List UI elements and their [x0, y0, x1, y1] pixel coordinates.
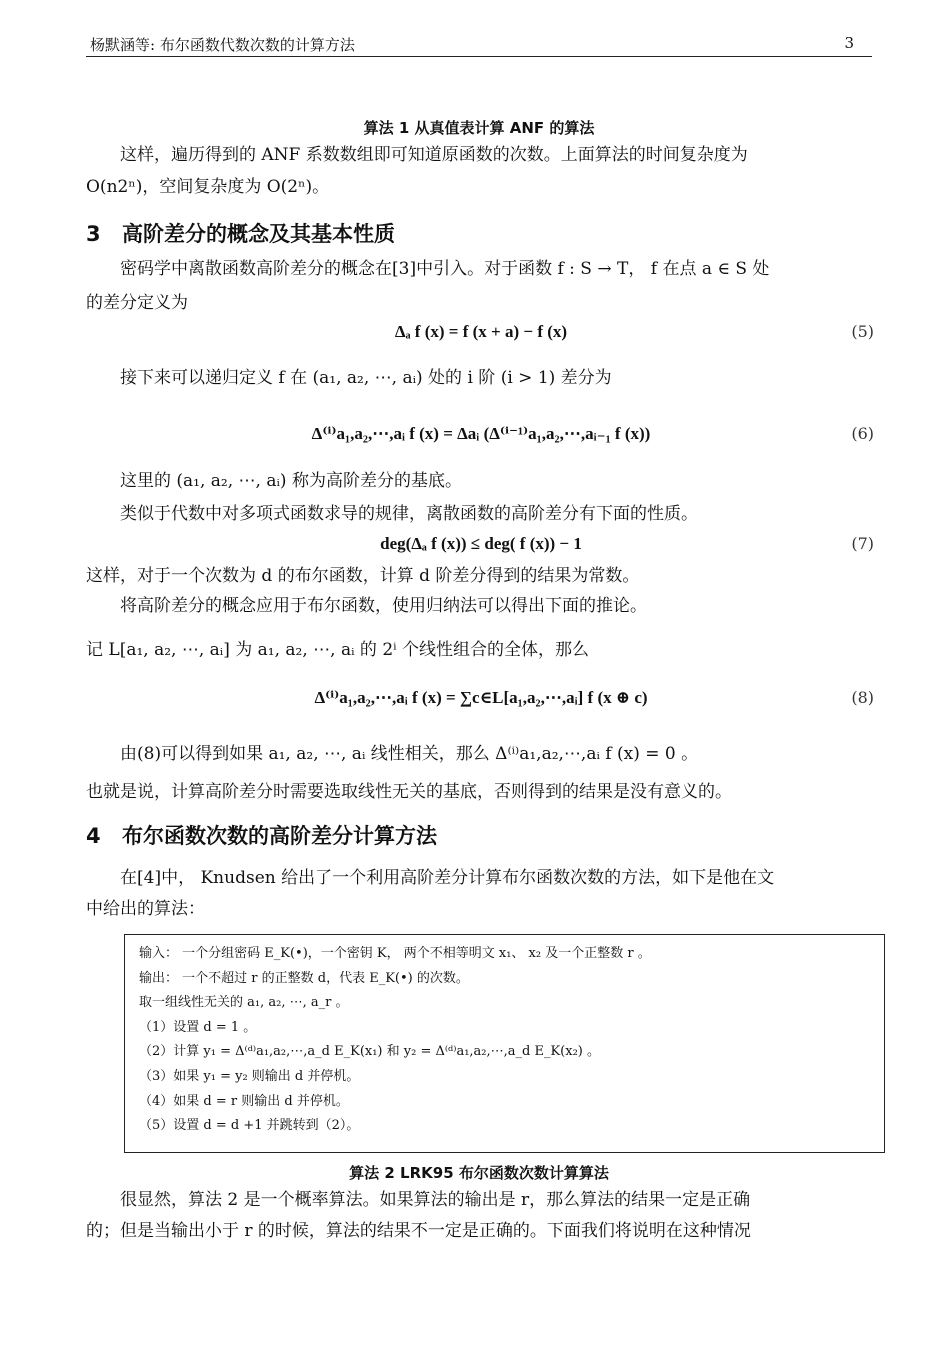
paragraph-induction: 将高阶差分的概念应用于布尔函数，使用归纳法可以得出下面的推论。 [120, 596, 647, 616]
equation-6-tag: (6) [851, 424, 874, 443]
algorithm2-line: （3）如果 y₁ = y₂ 则输出 d 并停机。 [139, 1068, 360, 1084]
algorithm2-line: （5）设置 d = d +1 并跳转到（2）。 [139, 1118, 360, 1134]
paragraph-basis: 这里的 (a₁, a₂, ⋯, aᵢ) 称为高阶差分的基底。 [120, 471, 462, 491]
paragraph-independent-basis: 也就是说，计算高阶差分时需要选取线性无关的基底，否则得到的结果是没有意义的。 [86, 782, 732, 802]
section-3-number: 3 [86, 222, 101, 246]
equation-5-tag: (5) [851, 322, 874, 341]
paragraph-knudsen-line2: 中给出的算法： [86, 899, 205, 919]
paragraph-difference-line2: 的差分定义为 [86, 293, 188, 313]
page-number: 3 [844, 34, 854, 52]
paragraph-recursive: 接下来可以递归定义 f 在 (a₁, a₂, ⋯, aᵢ) 处的 i 阶 (i > 1) 差分为 [120, 368, 612, 388]
section-4-title: 布尔函数次数的高阶差分计算方法 [122, 824, 437, 848]
equation-5-body: Δₐ f (x) = f (x + a) − f (x) [394, 322, 568, 341]
algorithm2-line: 输入： 一个分组密码 E_K(•)，一个密钥 K， 两个不相等明文 x₁、 x₂ 及一个正整数 r 。 [139, 946, 651, 961]
paragraph-knudsen-line1: 在[4]中， Knudsen 给出了一个利用高阶差分计算布尔函数次数的方法，如下是他在文 [120, 868, 775, 888]
section-3-title: 高阶差分的概念及其基本性质 [122, 222, 395, 246]
header-title: 杨默涵等: 布尔函数代数次数的计算方法 [90, 36, 355, 54]
paragraph-difference-line1: 密码学中离散函数高阶差分的概念在[3]中引入。对于函数 f : S → T， f 在点 a ∈ S 处 [120, 259, 770, 279]
algorithm2-caption: 算法 2 LRK95 布尔函数次数计算算法 [349, 1164, 609, 1182]
algorithm2-box [124, 934, 885, 1153]
equation-8-tag: (8) [851, 688, 874, 707]
algorithm2-line: （2）计算 y₁ = Δ⁽ᵈ⁾a₁,a₂,⋯,a_d E_K(x₁) 和 y₂ = Δ⁽ᵈ⁾a₁,a₂,⋯,a_d E_K(x₂) 。 [139, 1044, 600, 1060]
paragraph-linear-dependence: 由(8)可以得到如果 a₁, a₂, ⋯, aᵢ 线性相关，那么 Δ⁽ⁱ⁾a₁,a₂,⋯,aᵢ f (x) = 0 。 [120, 744, 699, 764]
equation-7-tag: (7) [851, 534, 874, 553]
paragraph-property: 类似于代数中对多项式函数求导的规律，离散函数的高阶差分有下面的性质。 [120, 504, 698, 524]
section-3-heading [86, 218, 395, 248]
algorithm2-line: 输出： 一个不超过 r 的正整数 d，代表 E_K(•) 的次数。 [139, 970, 469, 986]
algorithm2-line: （1）设置 d = 1 。 [139, 1019, 257, 1035]
running-header [86, 30, 872, 57]
paragraph-constant: 这样，对于一个次数为 d 的布尔函数，计算 d 阶差分得到的结果为常数。 [86, 566, 640, 586]
paragraph-linear-combinations: 记 L[a₁, a₂, ⋯, aᵢ] 为 a₁, a₂, ⋯, aᵢ 的 2ⁱ 个线性组合的全体，那么 [86, 640, 589, 660]
equation-7-body: deg(Δₐ f (x)) ≤ deg( f (x)) − 1 [380, 534, 582, 553]
algorithm1-caption: 算法 1 从真值表计算 ANF 的算法 [363, 119, 595, 137]
algorithm2-line: （4）如果 d = r 则输出 d 并停机。 [139, 1093, 349, 1109]
equation-6-body: Δ⁽ⁱ⁾a₁,a₂,⋯,aᵢ f (x) = Δaᵢ (Δ⁽ⁱ⁻¹⁾a₁,a₂,⋯,aᵢ₋₁ f (x)) [311, 424, 651, 443]
paragraph-complexity-line2: O(n2ⁿ)，空间复杂度为 O(2ⁿ)。 [86, 177, 330, 197]
paragraph-probabilistic-line2: 的；但是当输出小于 r 的时候，算法的结果不一定是正确的。下面我们将说明在这种情况 [86, 1221, 751, 1241]
section-4-heading [86, 820, 437, 850]
algorithm2-line: 取一组线性无关的 a₁, a₂, ⋯, a_r 。 [139, 995, 349, 1011]
paragraph-probabilistic-line1: 很显然，算法 2 是一个概率算法。如果算法的输出是 r，那么算法的结果一定是正确 [120, 1190, 751, 1210]
paragraph-complexity-line1: 这样，遍历得到的 ANF 系数数组即可知道原函数的次数。上面算法的时间复杂度为 [120, 145, 748, 165]
section-4-number: 4 [86, 824, 101, 848]
equation-8-body: Δ⁽ⁱ⁾a₁,a₂,⋯,aᵢ f (x) = ∑c∈L[a₁,a₂,⋯,aᵢ] f (x ⊕ c) [314, 688, 648, 707]
